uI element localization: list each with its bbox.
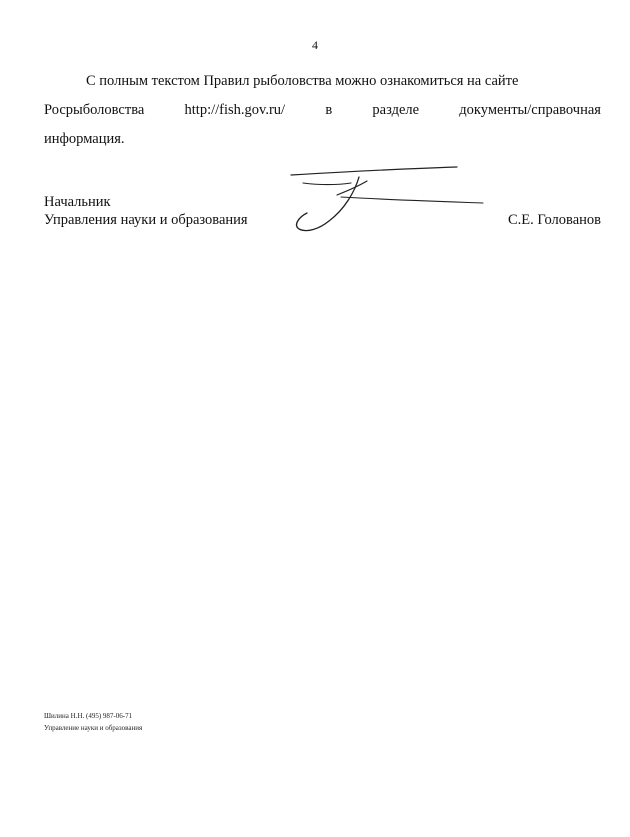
paragraph-word: разделе bbox=[372, 102, 420, 118]
signer-name: С.Е. Голованов bbox=[507, 212, 601, 228]
signer-position-title: Начальник bbox=[44, 194, 111, 210]
paragraph-word: Росрыболовства bbox=[44, 102, 145, 118]
executor-contact: Шилина Н.Н. (495) 987-06-71 bbox=[44, 712, 133, 720]
handwritten-signature bbox=[285, 163, 485, 237]
paragraph-word: документы/справочная bbox=[459, 102, 601, 118]
body-paragraph bbox=[44, 67, 601, 154]
paragraph-word: в bbox=[325, 102, 333, 118]
paragraph-line-3: информация. bbox=[44, 131, 125, 147]
page-number: 4 bbox=[312, 38, 318, 52]
signer-department: Управления науки и образования bbox=[44, 212, 248, 228]
paragraph-link-text: http://fish.gov.ru/ bbox=[184, 102, 286, 118]
paragraph-line-2 bbox=[44, 96, 601, 125]
executor-department: Управление науки и образования bbox=[44, 724, 143, 732]
paragraph-line-1: С полным текстом Правил рыболовства можно ознакомиться на сайте bbox=[86, 73, 519, 89]
